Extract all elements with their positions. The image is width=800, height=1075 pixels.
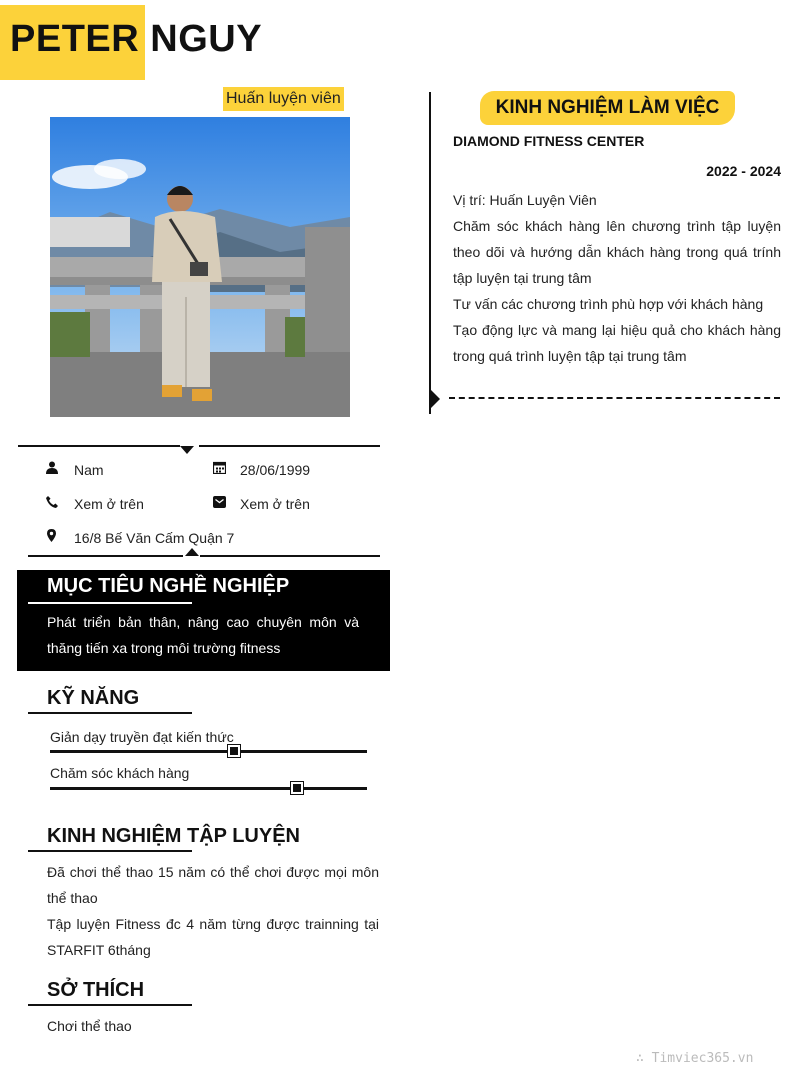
watermark: ∴ Timviec365.vn: [636, 1051, 754, 1066]
divider-line: [28, 555, 183, 557]
timeline-line: [429, 92, 431, 414]
training-text: Đã chơi thể thao 15 năm có thể chơi được mọi môn thể thao: [47, 864, 379, 906]
hobbies-title: SỞ THÍCH: [47, 979, 145, 1001]
map-pin-icon: [47, 529, 61, 543]
experience-title: KINH NGHIỆM LÀM VIỆC: [495, 97, 720, 118]
work-period: 2022 - 2024: [706, 163, 781, 179]
dashed-divider: [449, 397, 780, 399]
work-duty: Tạo động lực và mang lại hiệu quả cho khách hàng trong quá trình luyện tập tại trung tâm: [453, 322, 781, 364]
hobbies-underline: [28, 1004, 192, 1006]
candidate-name: PETER NGUY: [10, 18, 263, 60]
divider-arrow: [185, 548, 199, 556]
divider-line: [200, 555, 380, 557]
skills-underline: [28, 712, 192, 714]
skill-bar: [50, 750, 367, 753]
skills-title: KỸ NĂNG: [47, 687, 140, 709]
divider-line: [199, 445, 380, 447]
skill-label: Giản dạy truyền đạt kiến thức: [50, 729, 234, 745]
divider-arrow: [180, 446, 194, 454]
objective-text: Phát triển bản thân, nâng cao chuyên môn và thăng tiến xa trong môi trường fitness: [47, 614, 359, 656]
envelope-icon: [213, 495, 227, 509]
job-title: Huấn luyện viên: [223, 87, 344, 111]
company-name: DIAMOND FITNESS CENTER: [453, 133, 645, 149]
phone-icon: [46, 495, 60, 509]
skill-level-marker: [291, 782, 303, 794]
objective-underline: [28, 602, 192, 604]
skill-level-marker: [228, 745, 240, 757]
email-value: Xem ở trên: [240, 496, 310, 512]
training-text-2: Tập luyện Fitness đc 4 năm từng được trainning tại STARFIT 6tháng: [47, 916, 379, 958]
gender-value: Nam: [74, 462, 104, 478]
user-icon: [46, 461, 60, 475]
divider-line: [18, 445, 180, 447]
address-value: 16/8 Bế Văn Cấm Quận 7: [74, 530, 235, 546]
training-title: KINH NGHIỆM TẬP LUYỆN: [47, 825, 300, 847]
work-duty: Chăm sóc khách hàng lên chương trình tập luyện theo dõi và hướng dẫn khách hàng trong quá trính tập luyện tại trung tâm: [453, 218, 781, 286]
skill-label: Chăm sóc khách hàng: [50, 765, 190, 781]
work-position: Vị trí: Huấn Luyện Viên: [453, 192, 597, 208]
calendar-icon: [213, 461, 227, 475]
training-underline: [28, 850, 192, 852]
timeline-arrow: [431, 390, 440, 408]
phone-value: Xem ở trên: [74, 496, 144, 512]
skill-bar: [50, 787, 367, 790]
objective-title: MỤC TIÊU NGHỀ NGHIỆP: [47, 575, 290, 597]
profile-photo: [50, 117, 350, 417]
work-duty: Tư vấn các chương trình phù hợp với khách hàng: [453, 296, 764, 312]
hobbies-text: Chơi thể thao: [47, 1018, 132, 1034]
birthday-value: 28/06/1999: [240, 462, 311, 478]
